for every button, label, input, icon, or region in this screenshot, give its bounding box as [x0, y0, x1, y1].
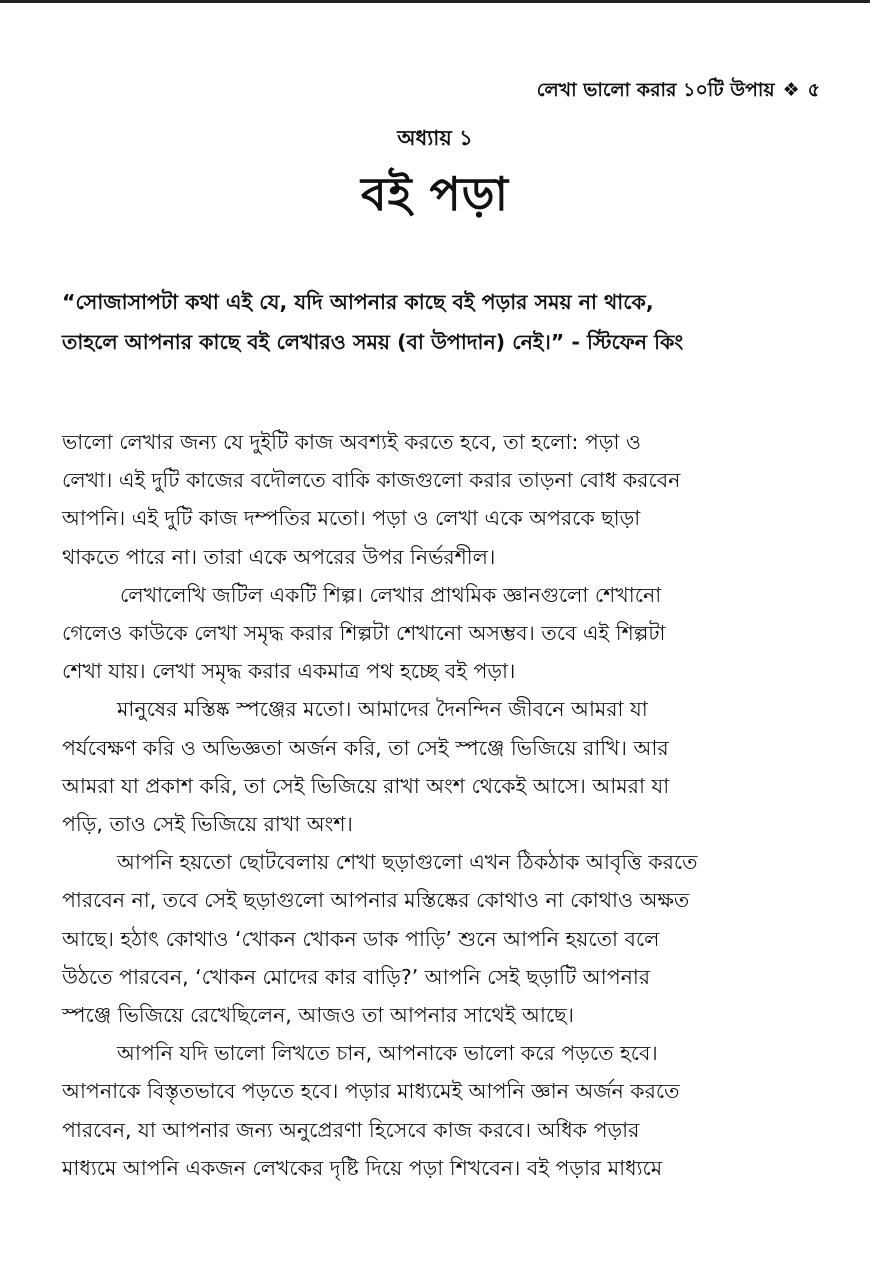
text-line: লেখালেখি জটিল একটি শিল্প। লেখার প্রাথমিক জ্ঞানগুলো শেখানো — [120, 582, 662, 607]
text-line: মানুষের মস্তিষ্ক স্পঞ্জের মতো। আমাদের দৈনন্দিন জীবনে আমরা যা — [117, 697, 648, 722]
text-line: আপনাকে বিস্তৃতভাবে পড়তে হবে। পড়ার মাধ্যমেই আপনি জ্ঞান অর্জন করতে — [62, 1079, 680, 1104]
text-line: শেখা যায়। লেখা সমৃদ্ধ করার একমাত্র পথ হচ্ছে বই পড়া। — [62, 659, 516, 684]
chapter-label: অধ্যায় ১ — [397, 126, 473, 150]
book-title: লেখা ভালো করার ১০টি উপায় — [536, 79, 775, 101]
epigraph-line: “সোজাসাপটা কথা এই যে, যদি আপনার কাছে বই পড়ার সময় না থাকে, — [62, 290, 654, 314]
text-line: আপনি যদি ভালো লিখতে চান, আপনাকে ভালো করে পড়তে হবে। — [117, 1041, 658, 1066]
text-line: থাকতে পারে না। তারা একে অপরের উপর নির্ভরশীল। — [62, 544, 496, 569]
text-line: আপনি। এই দুটি কাজ দম্পতির মতো। পড়া ও লেখা একে অপরকে ছাড়া — [62, 506, 641, 531]
paragraph — [62, 690, 808, 843]
diamond-ornament-icon: ❖ — [782, 79, 800, 101]
epigraph-quote — [62, 282, 808, 362]
top-edge-rule — [0, 0, 870, 3]
paragraph — [62, 423, 808, 576]
chapter-title: বই পড়া — [361, 167, 509, 221]
page-number: ৫ — [807, 79, 820, 101]
text-line: পড়ি, তাও সেই ভিজিয়ে রাখা অংশ। — [62, 812, 353, 837]
text-line: গেলেও কাউকে লেখা সমৃদ্ধ করার শিল্পটা শেখানো অসম্ভব। তবে এই শিল্পটা — [62, 621, 666, 646]
text-line: আছে। হঠাৎ কোথাও ‘খোকন খোকন ডাক পাড়ি’ শুনে আপনি হয়তো বলে — [62, 926, 660, 951]
paragraph — [62, 576, 808, 691]
text-line: আমরা যা প্রকাশ করি, তা সেই ভিজিয়ে রাখা অংশ থেকেই আসে। আমরা যা — [62, 773, 670, 798]
text-line: লেখা। এই দুটি কাজের বদৌলতে বাকি কাজগুলো করার তাড়না বোধ করবেন — [62, 468, 681, 493]
text-line: পারবেন, যা আপনার জন্য অনুপ্রেরণা হিসেবে কাজ করবে। অধিক পড়ার — [62, 1117, 640, 1142]
epigraph-line: তাহলে আপনার কাছে বই লেখারও সময় (বা উপাদান) নেই।” - স্টিফেন কিং — [62, 330, 684, 354]
text-line: উঠতে পারবেন, ‘খোকন মোদের কার বাড়ি?’ আপনি সেই ছড়াটি আপনার — [62, 964, 651, 989]
text-line: পর্যবেক্ষণ করি ও অভিজ্ঞতা অর্জন করি, তা সেই স্পঞ্জে ভিজিয়ে রাখি। আর — [62, 735, 669, 760]
body-text — [62, 423, 808, 1187]
text-line: আপনি হয়তো ছোটবেলায় শেখা ছড়াগুলো এখন ঠিকঠাক আবৃত্তি করতে — [117, 850, 698, 875]
text-line: মাধ্যমে আপনি একজন লেখকের দৃষ্টি দিয়ে পড়া শিখবেন। বই পড়ার মাধ্যমে — [62, 1155, 663, 1180]
text-line: ভালো লেখার জন্য যে দুইটি কাজ অবশ্যই করতে হবে, তা হলো: পড়া ও — [62, 430, 642, 454]
paragraph — [62, 1034, 808, 1187]
text-line: স্পঞ্জে ভিজিয়ে রেখেছিলেন, আজও তা আপনার সাথেই আছে। — [62, 1003, 574, 1028]
paragraph — [62, 843, 808, 1034]
running-header — [537, 76, 820, 108]
text-line: পারবেন না, তবে সেই ছড়াগুলো আপনার মস্তিষ্কের কোথাও না কোথাও অক্ষত — [62, 888, 690, 913]
